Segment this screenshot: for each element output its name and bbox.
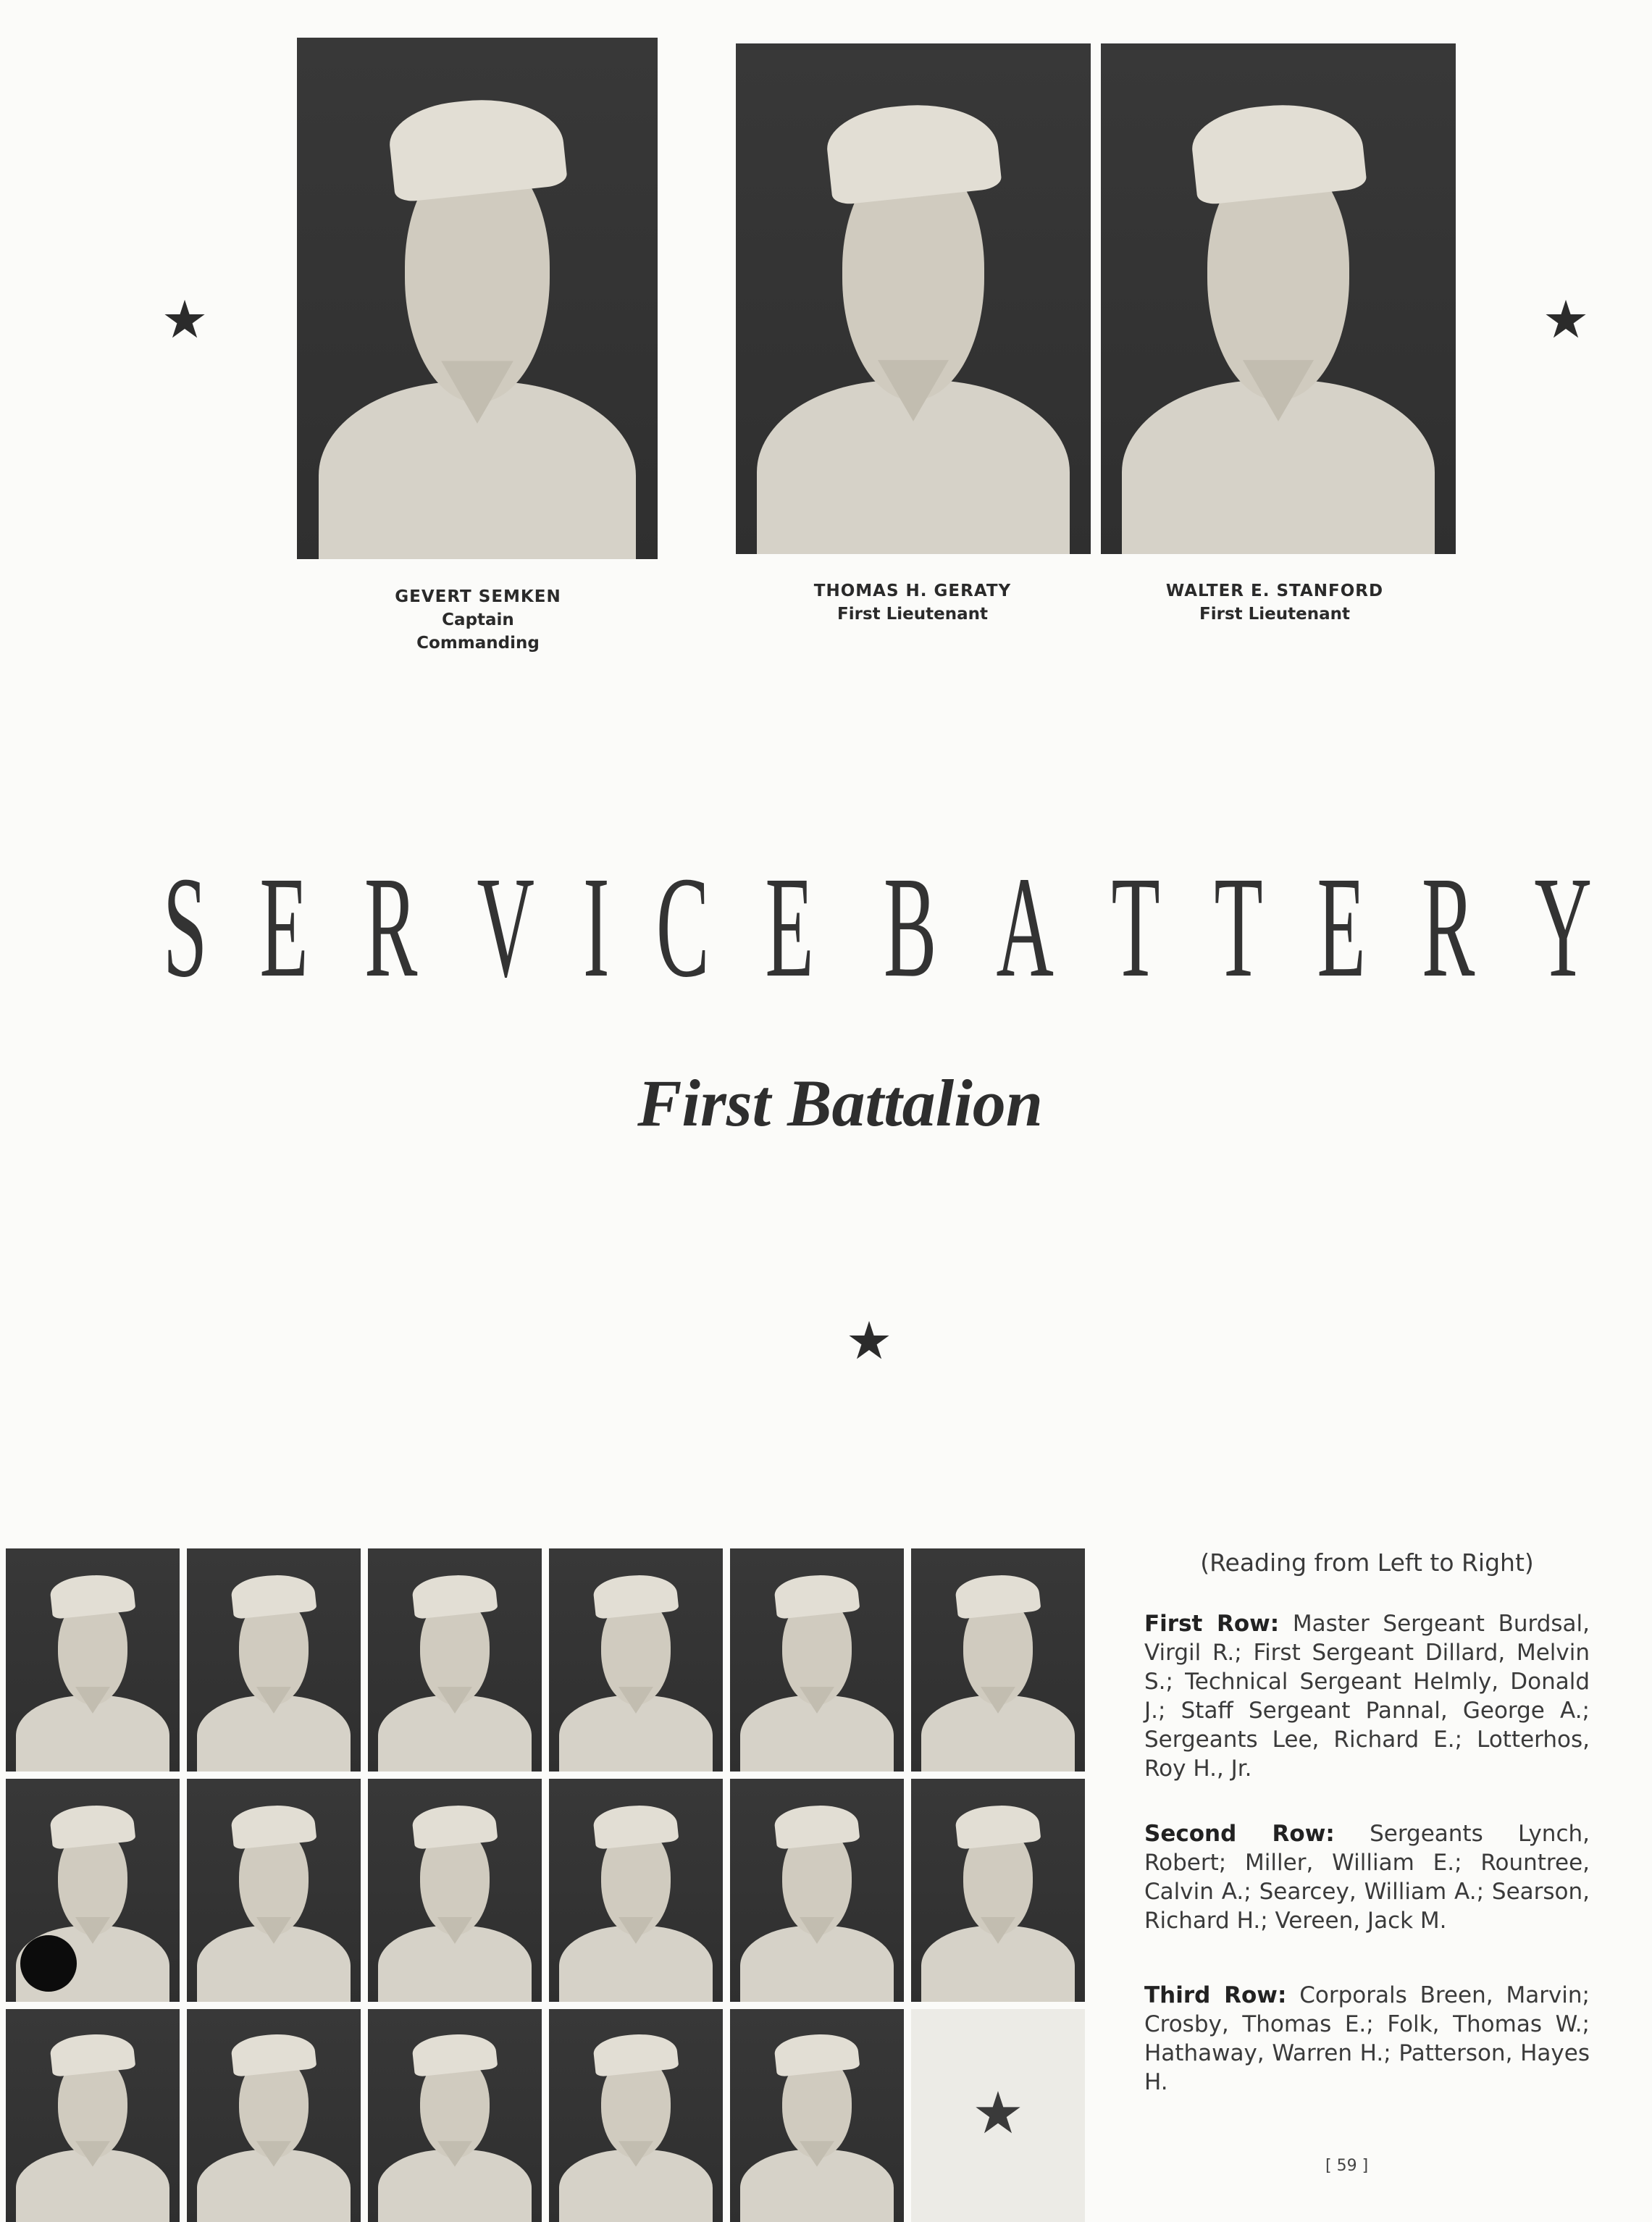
title-letter: T: [1214, 847, 1263, 1007]
officer-photo-geraty: [736, 43, 1091, 554]
title-letter: E: [765, 847, 814, 1007]
roster-photo: [911, 1548, 1085, 1772]
title-letter: Y: [1534, 847, 1592, 1007]
row-names: Corporals Breen, Marvin; Crosby, Thomas E.; Folk, Thomas W.; Hathaway, Warren H.; Patterson, Hayes H.: [1144, 1982, 1590, 2095]
title-letter: E: [1317, 847, 1366, 1007]
reading-note: (Reading from Left to Right): [1200, 1548, 1534, 1577]
star-center-icon: ★: [845, 1310, 893, 1371]
title-letter: R: [1421, 847, 1475, 1007]
roster-photo: [6, 1548, 180, 1772]
row-label: Second Row:: [1144, 1821, 1335, 1847]
roster-photo: [368, 1548, 542, 1772]
roster-second-row: [1144, 1819, 1590, 1935]
title-letter: I: [582, 847, 610, 1007]
title-letter: C: [655, 847, 710, 1007]
star-left-icon: ★: [161, 289, 209, 350]
roster-photo: [730, 1548, 904, 1772]
roster-third-row: [1144, 1981, 1590, 2097]
roster-photo: [187, 2009, 361, 2222]
page-number: [ 59 ]: [1325, 2157, 1369, 2175]
title-letter: A: [996, 847, 1054, 1007]
roster-photo: [549, 1548, 723, 1772]
officer-role: Commanding: [416, 634, 540, 653]
roster-photo: [368, 1779, 542, 2002]
page-subtitle: First Battalion: [637, 1066, 1043, 1140]
roster-photo: [730, 1779, 904, 2002]
star-grid-icon: ★: [972, 2079, 1024, 2147]
roster-photo: [549, 2009, 723, 2222]
title-letter: E: [259, 847, 309, 1007]
roster-photo: [549, 1779, 723, 2002]
row-names: Master Sergeant Burdsal, Virgil R.; First Sergeant Dillard, Melvin S.; Technical Sergeant Helmly, Donald J.; Staff Sergeant Pannal, George A.; Sergeants Lee, Richard E.; Lotterhos, Roy H., Jr.: [1144, 1611, 1590, 1782]
page-title: [145, 847, 1615, 1007]
title-letter: S: [163, 847, 208, 1007]
officer-name: GEVERT SEMKEN: [395, 587, 561, 606]
officer-photo-semken: [297, 38, 658, 559]
row-label: Third Row:: [1144, 1982, 1287, 2008]
officer-rank: First Lieutenant: [1199, 605, 1350, 624]
roster-photo: [187, 1779, 361, 2002]
title-letter: T: [1111, 847, 1160, 1007]
roster-photo: [187, 1548, 361, 1772]
punch-hole: [20, 1935, 77, 1992]
roster-first-row: [1144, 1609, 1590, 1783]
officer-name: THOMAS H. GERATY: [813, 582, 1012, 600]
roster-photo: [368, 2009, 542, 2222]
roster-photo: [6, 2009, 180, 2222]
officer-caption-stanford: [1130, 579, 1420, 626]
officer-caption-geraty: [768, 579, 1057, 626]
officer-name: WALTER E. STANFORD: [1165, 582, 1384, 600]
officer-photo-stanford: [1101, 43, 1456, 554]
roster-photo: [730, 2009, 904, 2222]
officer-caption-semken: [333, 585, 623, 655]
title-letter: B: [884, 847, 937, 1007]
star-right-icon: ★: [1542, 289, 1590, 350]
title-letter: V: [477, 847, 534, 1007]
officer-rank: Captain: [442, 611, 514, 629]
title-letter: R: [364, 847, 417, 1007]
roster-photo: [911, 1779, 1085, 2002]
officer-rank: First Lieutenant: [837, 605, 988, 624]
row-names: Sergeants Lynch, Robert; Miller, William E.; Rountree, Calvin A.; Searcey, William A.; Searson, Richard H.; Vereen, Jack M.: [1144, 1821, 1590, 1934]
row-label: First Row:: [1144, 1611, 1280, 1637]
